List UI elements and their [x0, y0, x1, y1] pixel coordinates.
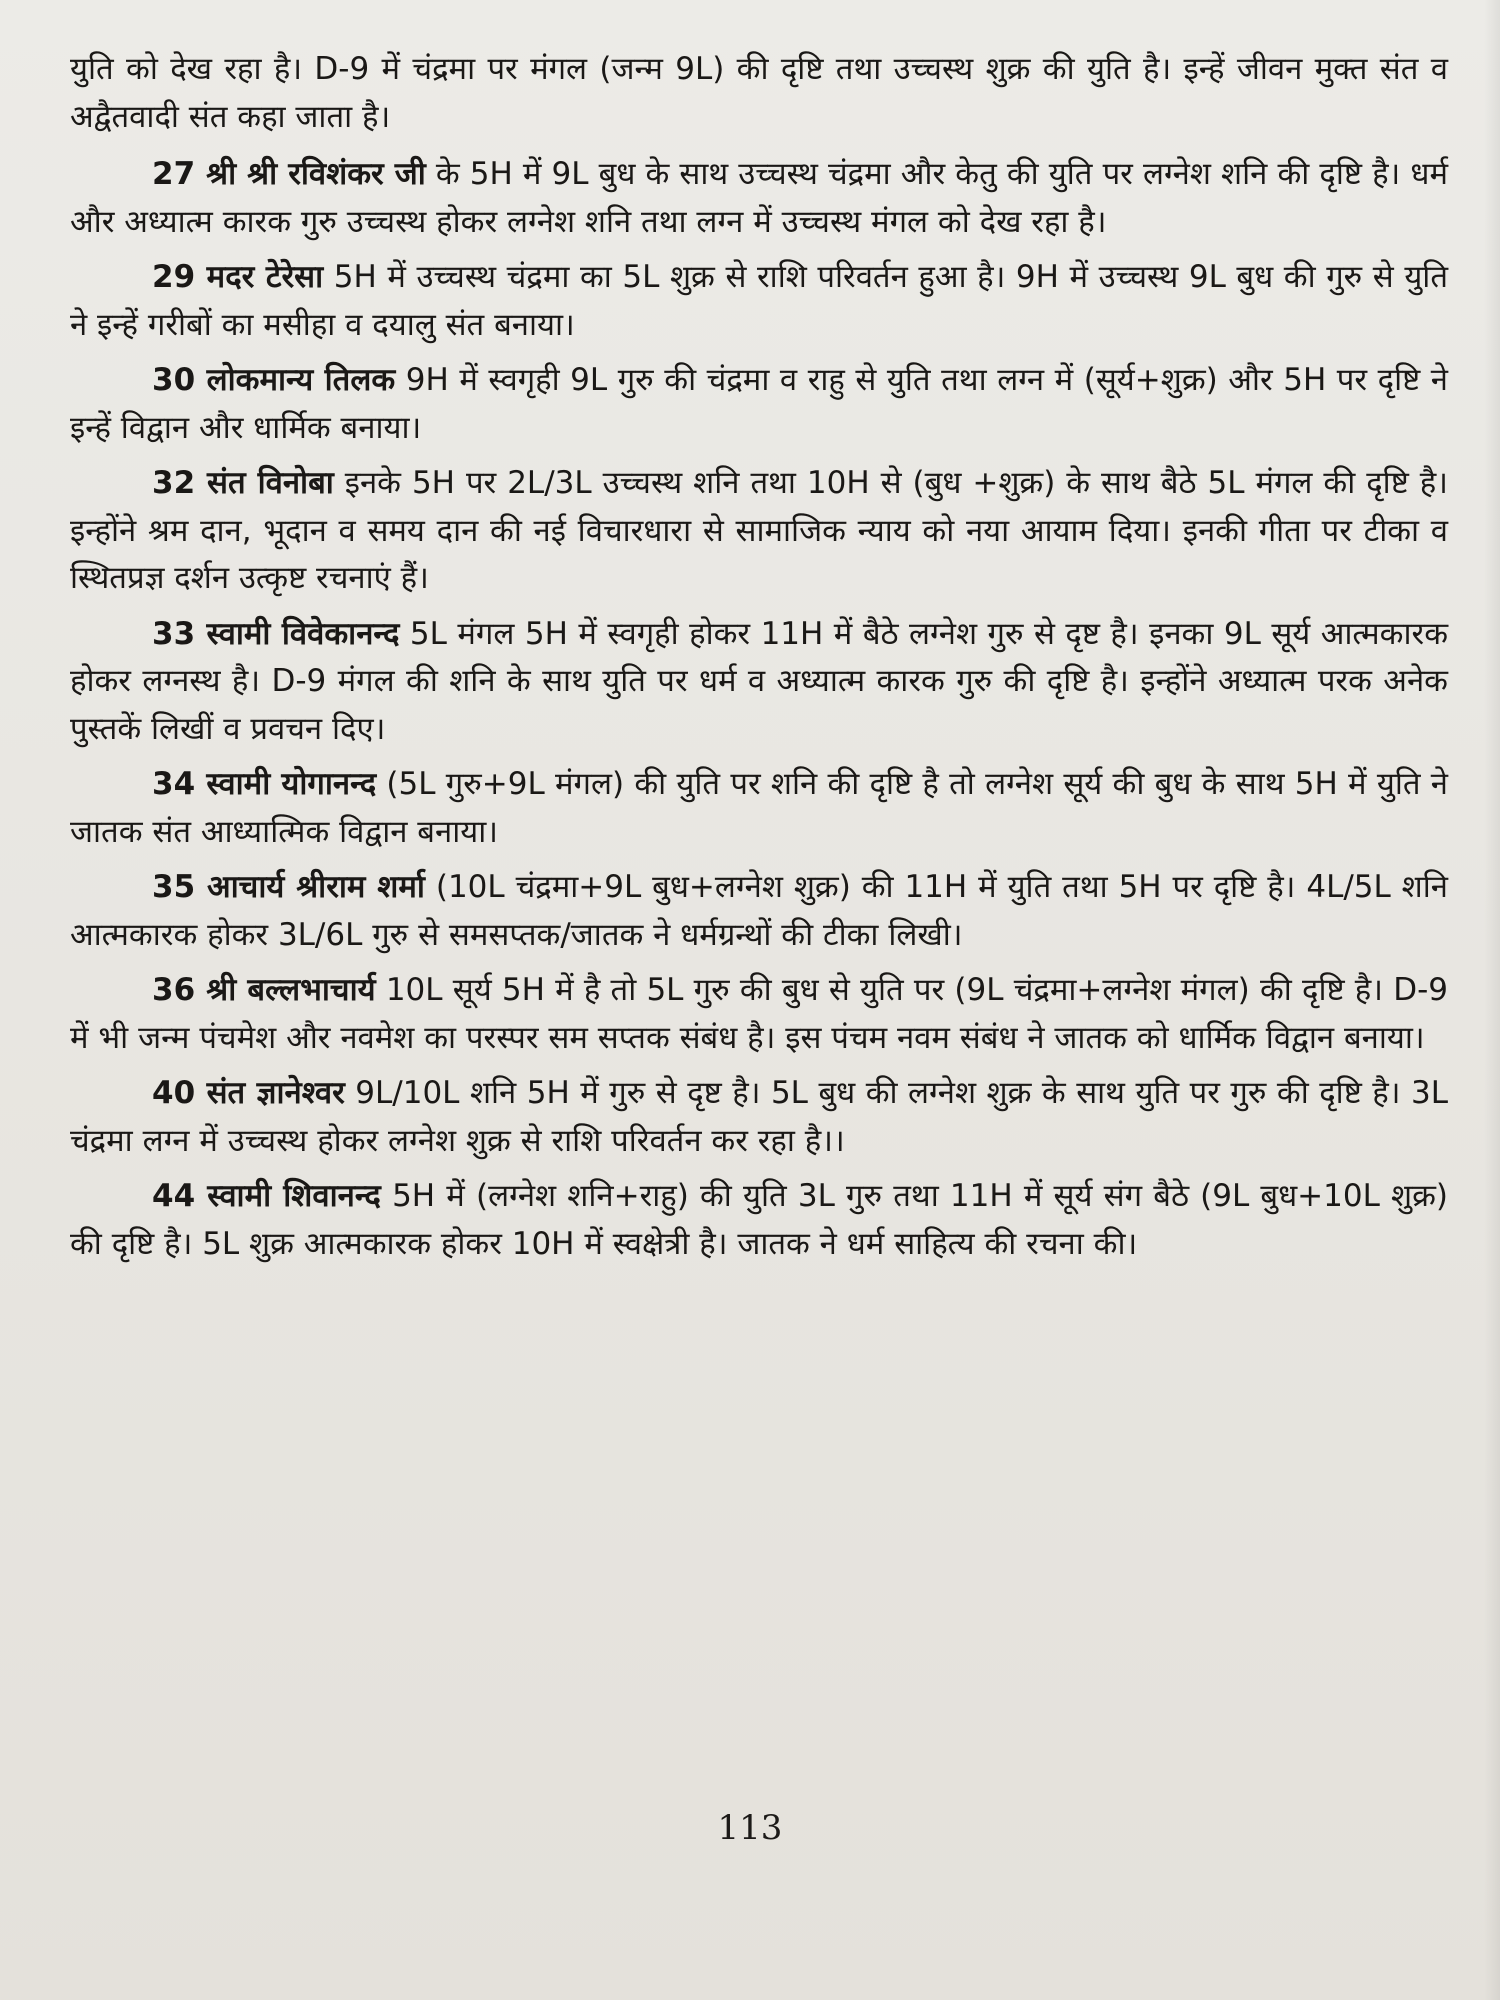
entry-text: 9H में स्वगृही 9L गुरु की चंद्रमा व राहु से युति तथा लग्न में (सूर्य+शुक्र) और 5H पर दृष्टि ने इन्हें विद्वान और धार्मिक बनाया।	[70, 362, 1448, 446]
entry-vallabhacharya	[70, 967, 1448, 1062]
entry-text: (10L चंद्रमा+9L बुध+लग्नेश शुक्र) की 11H में युति तथा 5H पर दृष्टि है। 4L/5L शनि आत्मकारक होकर 3L/6L गुरु से समसप्तक/जातक ने धर्मग्रन्थों की टीका लिखी।	[70, 869, 1448, 953]
page-edge-shadow	[1484, 0, 1500, 2000]
entry-text: 9L/10L शनि 5H में गुरु से दृष्ट है। 5L बुध की लग्नेश शुक्र के साथ युति पर गुरु की दृष्टि है। 3L चंद्रमा लग्न में उच्चस्थ होकर लग्नेश शुक्र से राशि परिवर्तन कर रहा है।।	[70, 1075, 1448, 1159]
entry-heading: 29 मदर टेरेसा	[152, 259, 324, 295]
page-number: 113	[717, 1808, 783, 1848]
entry-text: इनके 5H पर 2L/3L उच्चस्थ शनि तथा 10H से (बुध +शुक्र) के साथ बैठे 5L मंगल की दृष्टि है। इन्होंने श्रम दान, भूदान व समय दान की नई विचारधारा से सामाजिक न्याय को नया आयाम दिया। इनकी गीता पर टीका व स्थितप्रज्ञ दर्शन उत्कृष्ट रचनाएं हैं।	[70, 465, 1448, 596]
entry-mother-teresa	[70, 254, 1448, 349]
entry-shivananda	[70, 1173, 1448, 1268]
entry-heading: 30 लोकमान्य तिलक	[152, 362, 396, 398]
entry-shriram-sharma	[70, 864, 1448, 959]
entry-vinoba	[70, 460, 1448, 603]
entry-yogananda	[70, 761, 1448, 856]
entry-heading: 44 स्वामी शिवानन्द	[152, 1178, 381, 1214]
entry-text: 5H में (लग्नेश शनि+राहु) की युति 3L गुरु तथा 11H में सूर्य संग बैठे (9L बुध+10L शुक्र) की दृष्टि है। 5L शुक्र आत्मकारक होकर 10H में स्वक्षेत्री है। जातक ने धर्म साहित्य की रचना की।	[70, 1178, 1449, 1262]
entry-heading: 40 संत ज्ञानेश्वर	[152, 1075, 345, 1111]
entry-heading: 35 आचार्य श्रीराम शर्मा	[152, 869, 425, 905]
paragraph-text: युति को देख रहा है। D-9 में चंद्रमा पर मंगल (जन्म 9L) की दृष्टि तथा उच्चस्थ शुक्र की युति है। इन्हें जीवन मुक्त संत व अद्वैतवादी संत कहा जाता है।	[70, 51, 1448, 135]
entry-vivekananda	[70, 611, 1448, 754]
entry-text: 5H में उच्चस्थ चंद्रमा का 5L शुक्र से राशि परिवर्तन हुआ है। 9H में उच्चस्थ 9L बुध की गुरु से युति ने इन्हें गरीबों का मसीहा व दयालु संत बनाया।	[70, 259, 1448, 343]
entry-heading: 33 स्वामी विवेकानन्द	[152, 615, 400, 652]
entry-ravishankar	[70, 151, 1448, 246]
entry-text: 10L सूर्य 5H में है तो 5L गुरु की बुध से युति पर (9L चंद्रमा+लग्नेश मंगल) की दृष्टि है। D-9 में भी जन्म पंचमेश और नवमेश का परस्पर सम सप्तक संबंध है। इस पंचम नवम संबंध ने जातक को धार्मिक विद्वान बनाया।	[70, 972, 1448, 1056]
entry-tilak	[70, 357, 1448, 452]
entry-gyaneshwar	[70, 1070, 1448, 1165]
entry-heading: 32 संत विनोबा	[152, 465, 334, 501]
entry-text: 5L मंगल 5H में स्वगृही होकर 11H में बैठे लग्नेश गुरु से दृष्ट है। इनका 9L सूर्य आत्मकारक होकर लग्नस्थ है। D-9 मंगल की शनि के साथ युति पर धर्म व अध्यात्म कारक गुरु की दृष्टि है। इन्होंने अध्यात्म परक अनेक पुस्तकें लिखीं व प्रवचन दिए।	[70, 615, 1448, 747]
continuation-paragraph	[70, 46, 1448, 141]
entry-heading: 34 स्वामी योगानन्द	[152, 766, 377, 802]
entry-text: (5L गुरु+9L मंगल) की युति पर शनि की दृष्टि है तो लग्नेश सूर्य की बुध के साथ 5H में युति ने जातक संत आध्यात्मिक विद्वान बनाया।	[70, 766, 1448, 850]
entry-text: के 5H में 9L बुध के साथ उच्चस्थ चंद्रमा और केतु की युति पर लग्नेश शनि की दृष्टि है। धर्म और अध्यात्म कारक गुरु उच्चस्थ होकर लग्नेश शनि तथा लग्न में उच्चस्थ मंगल को देख रहा है।	[70, 156, 1448, 240]
entry-heading: 36 श्री बल्लभाचार्य	[152, 972, 376, 1008]
entry-heading: 27 श्री श्री रविशंकर जी	[152, 156, 426, 192]
